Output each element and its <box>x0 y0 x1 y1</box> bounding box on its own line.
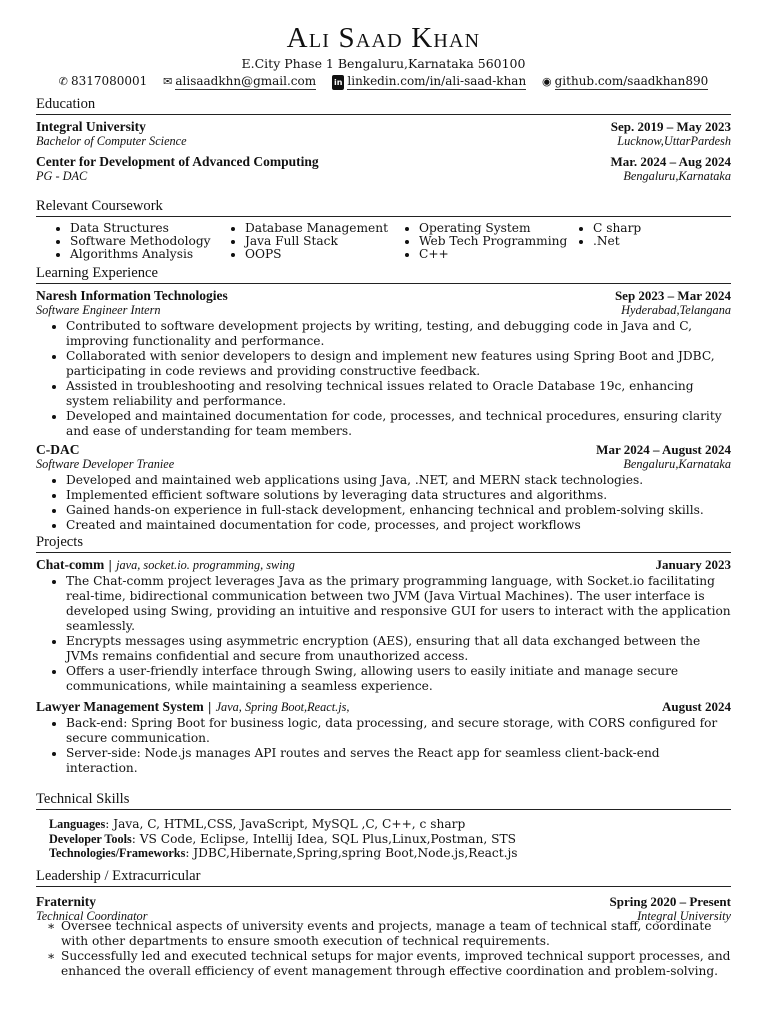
degree: PG - DAC <box>36 169 88 183</box>
edu-dates: Sep. 2019 – May 2023 <box>610 119 731 134</box>
bullet: ∗ Oversee technical aspects of university events and projects, manage a team of technical staff, coordinate with other departments to ensure smooth execution of technical requirements. <box>61 919 731 949</box>
course-column <box>407 222 581 261</box>
skill-row <box>49 846 731 861</box>
bullet: • Contributed to software development projects by writing, testing, and debugging code in Java and C, improving functionality and performance. <box>66 319 731 349</box>
skills-heading: Technical Skills <box>36 790 731 810</box>
course-item: • Java Full Stack <box>245 235 407 248</box>
project-entry: Lawyer Management System | Java, Spring Boot,React.js, August 2024 • Back-end: Spring Boot for business logic, data processing, and secure storage, with CORS configured for secure communication. • Server-side: Node.js manages API routes and serves the React app for seamless client-back-end interaction. <box>36 699 731 776</box>
skill-label: Languages <box>49 817 106 831</box>
bullet-list <box>36 919 731 979</box>
resume <box>36 0 731 979</box>
course-item: • Software Methodology <box>70 235 233 248</box>
education-entry <box>36 154 731 184</box>
skill-row <box>49 832 731 847</box>
project-entry: Chat-comm | java, socket.io. programming, swing January 2023 • The Chat-comm project leverages Java as the primary programming language, with Socket.io facilitating real-time, bidirectional communication between two JVM (Java Virtual Machines). The user interface is developed using Swing, providing an intuitive and responsive GUI for users to interact with the application seamlessly. • Encrypts messages using asymmetric encryption (AES), ensuring that all data exchanged between the JVMs remains confidential and secure from unauthorized access. • Offers a user-friendly interface through Swing, allowing users to easily initiate and manage secure communications, while maintaining a seamless experience. <box>36 557 731 694</box>
skill-value: : Java, C, HTML,CSS, JavaScript, MySQL ,C, C++, c sharp <box>105 817 466 831</box>
coursework-heading: Relevant Coursework <box>36 197 731 217</box>
bullet: • Developed and maintained documentation for code, processes, and technical procedures, ensuring clarity and ease of understanding for team members. <box>66 409 731 439</box>
envelope-icon: ✉ <box>163 75 173 88</box>
bullet: • Developed and maintained web applications using Java, .NET, and MERN stack technologies. <box>66 473 731 488</box>
bullet: • Encrypts messages using asymmetric encryption (AES), ensuring that all data exchanged between the JVMs remains confidential and secure from unauthorized access. <box>66 634 731 664</box>
skills-list <box>36 817 731 861</box>
role: Technical Coordinator <box>36 908 148 923</box>
exp-location: Bengaluru,Karnataka <box>623 457 731 471</box>
course-item: • Operating System <box>419 222 581 235</box>
bullet: • Offers a user-friendly interface through Swing, allowing users to easily initiate and manage secure communications, while maintaining a seamless experience. <box>66 664 731 694</box>
bullet-list <box>36 574 731 694</box>
bullet: • The Chat-comm project leverages Java as the primary programming language, with Socket.io facilitating real-time, bidirectional communication between two JVM (Java Virtual Machines). The user interface is developed using Swing, providing an intuitive and responsive GUI for users to interact with the application seamlessly. <box>66 574 731 634</box>
bullet: ∗ Successfully led and executed technical setups for major events, improved technical support processes, and enhanced the overall efficiency of event management through effective coordination and problem-solving. <box>61 949 731 979</box>
project-tech: Java, Spring Boot,React.js, <box>215 700 350 714</box>
bullet: • Collaborated with senior developers to design and implement new features using Spring Boot and JDBC, participating in code reviews and providing constructive feedback. <box>66 349 731 379</box>
org-name: Fraternity <box>36 893 96 909</box>
address: E.City Phase 1 Bengaluru,Karnataka 560100 <box>241 56 526 71</box>
course-item: • OOPS <box>245 248 407 261</box>
edu-location: Bengaluru,Karnataka <box>623 169 731 183</box>
degree: Bachelor of Computer Science <box>36 134 187 148</box>
education-entry <box>36 119 731 149</box>
bullet: • Implemented efficient software solutions by leveraging data structures and algorithms. <box>66 488 731 503</box>
school-name: Integral University <box>36 119 146 134</box>
project-name: Lawyer Management System <box>36 699 204 714</box>
leadership-heading: Leadership / Extracurricular <box>36 867 731 887</box>
role: Software Engineer Intern <box>36 303 161 317</box>
candidate-name: Ali Saad Khan <box>286 22 481 54</box>
exp-dates: Sep 2023 – Mar 2024 <box>614 288 731 303</box>
phone-number: 8317080001 <box>70 74 148 88</box>
exp-dates: Mar 2024 – August 2024 <box>596 442 731 457</box>
course-item: • C++ <box>419 248 581 261</box>
course-item: • Database Management <box>245 222 407 235</box>
phone-icon: ✆ <box>58 75 68 88</box>
linkedin-icon: in <box>332 75 344 90</box>
lead-location: Integral University <box>637 908 731 923</box>
skill-value: : JDBC,Hibernate,Spring,spring Boot,Node.js,React.js <box>185 846 518 860</box>
experience-heading: Learning Experience <box>36 264 731 284</box>
contact-bar <box>36 74 731 90</box>
leadership-entry <box>36 894 731 979</box>
linkedin-link[interactable]: linkedin.com/in/ali-saad-khan <box>347 74 527 88</box>
education-heading: Education <box>36 95 731 115</box>
edu-dates: Mar. 2024 – Aug 2024 <box>610 154 731 169</box>
skill-label: Technologies/Frameworks <box>49 846 186 860</box>
org-name: Naresh Information Technologies <box>36 288 228 303</box>
school-name: Center for Development of Advanced Computing <box>36 154 319 169</box>
bullet: • Gained hands-on experience in full-stack development, enhancing technical and problem-solving skills. <box>66 503 731 518</box>
role: Software Developer Traniee <box>36 457 175 471</box>
bullet-list <box>36 716 731 776</box>
project-name: Chat-comm <box>36 557 105 572</box>
email-link[interactable]: alisaadkhn@gmail.com <box>175 74 317 88</box>
bullet: • Assisted in troubleshooting and resolving technical issues related to Oracle Database 19c, enhancing system reliability and performance. <box>66 379 731 409</box>
skill-label: Developer Tools <box>49 831 132 846</box>
bullet: • Server-side: Node.js manages API routes and serves the React app for seamless client-back-end interaction. <box>66 746 731 776</box>
exp-location: Hyderabad,Telangana <box>621 303 731 317</box>
course-item: • C sharp <box>593 222 713 235</box>
course-item: • Algorithms Analysis <box>70 248 233 261</box>
course-column <box>58 222 233 261</box>
bullet: • Created and maintained documentation for code, processes, and project workflows <box>66 518 731 533</box>
bullet-list <box>36 319 731 439</box>
projects-heading: Projects <box>36 533 731 553</box>
bullet-list <box>36 473 731 533</box>
experience-entry <box>36 442 731 533</box>
course-column <box>233 222 407 261</box>
project-date: August 2024 <box>662 699 731 714</box>
course-item: • .Net <box>593 235 713 248</box>
course-item: • Data Structures <box>70 222 233 235</box>
coursework-grid <box>36 222 731 261</box>
github-link[interactable]: github.com/saadkhan890 <box>554 74 709 88</box>
github-icon: ◉ <box>542 75 552 88</box>
bullet: • Back-end: Spring Boot for business logic, data processing, and secure storage, with CORS configured for secure communication. <box>66 716 731 746</box>
skill-row <box>49 817 731 832</box>
org-name: C-DAC <box>36 442 80 457</box>
lead-dates: Spring 2020 – Present <box>609 893 731 909</box>
course-item: • Web Tech Programming <box>419 235 581 248</box>
project-date: January 2023 <box>655 557 731 572</box>
experience-entry <box>36 288 731 439</box>
project-tech: java, socket.io. programming, swing <box>116 558 295 572</box>
course-column <box>581 222 713 261</box>
skill-value: : VS Code, Eclipse, Intellij Idea, SQL Plus,Linux,Postman, STS <box>131 831 516 846</box>
edu-location: Lucknow,UttarPardesh <box>617 134 731 148</box>
